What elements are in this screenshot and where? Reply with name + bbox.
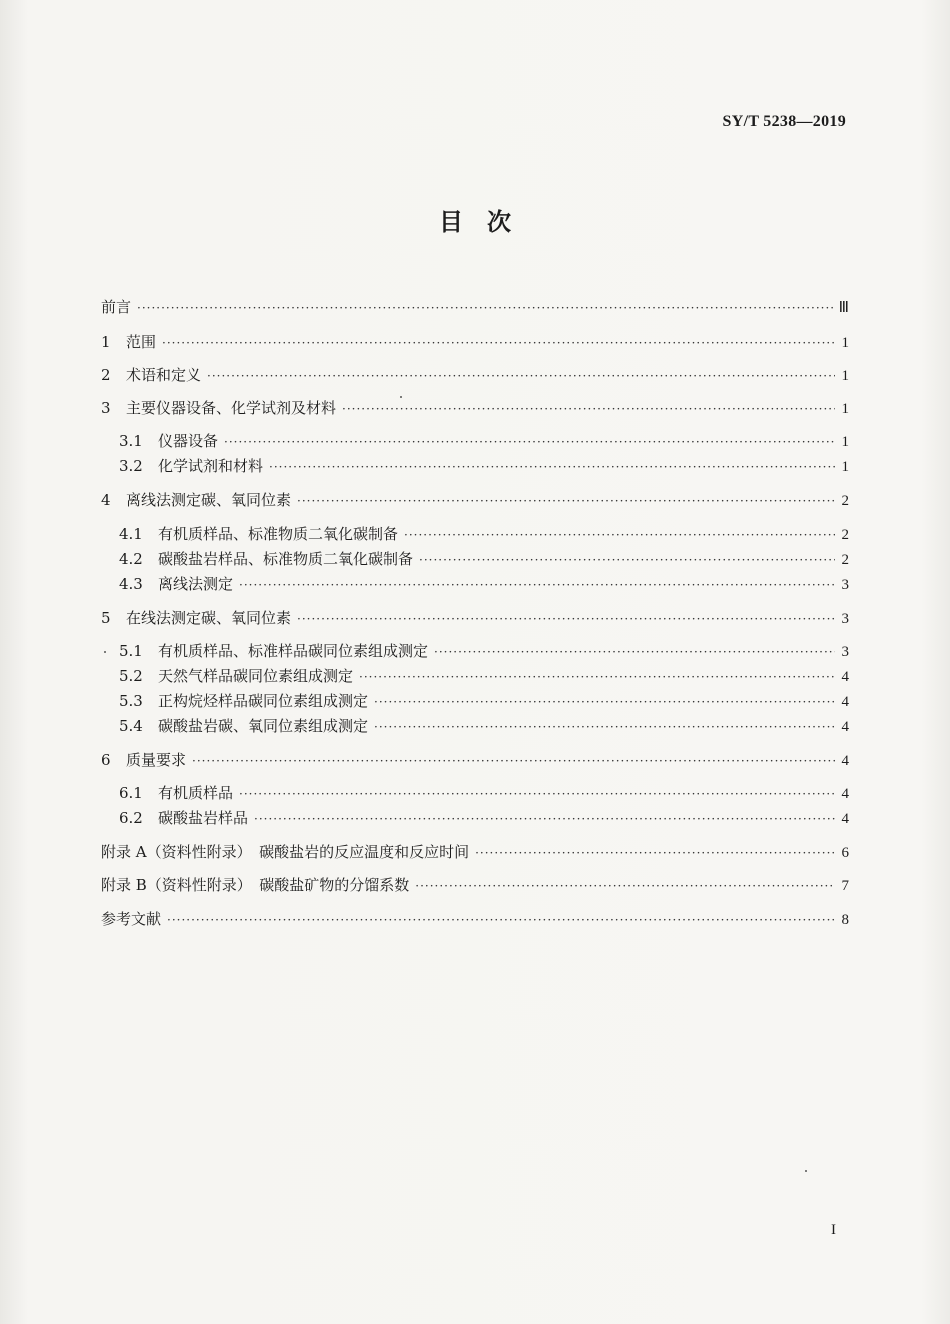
toc-entry-title: 天然气样品碳同位素组成测定 — [158, 667, 354, 685]
toc-entry-title: 碳酸盐岩样品 — [158, 809, 249, 827]
toc-entry-number: 5.3 — [119, 692, 143, 710]
toc-entry[interactable] — [119, 714, 849, 738]
toc-entry[interactable] — [101, 840, 849, 864]
toc-entry-title: 质量要求 — [126, 751, 187, 769]
toc-entry-number: 4.2 — [119, 550, 143, 568]
toc-entry[interactable] — [119, 454, 849, 478]
toc-entry-title: 在线法测定碳、氧同位素 — [126, 609, 292, 627]
dot-leader — [239, 573, 835, 597]
toc-entry-title: 仪器设备 — [158, 432, 219, 450]
dot-leader — [137, 296, 833, 320]
toc-entry-title: 主要仪器设备、化学试剂及材料 — [126, 399, 337, 417]
toc-entry-page: 3 — [841, 644, 849, 660]
dot-leader — [297, 607, 835, 631]
toc-entry-number: 5 — [101, 609, 111, 627]
toc-entry-number: 4 — [101, 491, 111, 509]
toc-entry-page: Ⅲ — [838, 300, 849, 316]
page-number: I — [831, 1222, 836, 1238]
toc-entry[interactable] — [101, 748, 849, 772]
toc-entry-page: 4 — [841, 786, 849, 802]
toc-entry[interactable] — [119, 522, 849, 546]
toc-entry-page: 1 — [841, 368, 849, 384]
dot-leader — [342, 397, 835, 421]
toc-entry-number: 3 — [101, 399, 111, 417]
dot-leader — [374, 690, 835, 714]
toc-entry-title: 化学试剂和材料 — [158, 457, 264, 475]
dot-leader — [254, 807, 835, 831]
toc-entry-title: 附录 B（资料性附录） 碳酸盐矿物的分馏系数 — [101, 876, 410, 894]
dot-leader — [297, 489, 835, 513]
dot-leader — [374, 715, 835, 739]
toc-entry-title: 离线法测定碳、氧同位素 — [126, 491, 292, 509]
toc-entry[interactable] — [101, 488, 849, 512]
toc-entry-title: 附录 A（资料性附录） 碳酸盐岩的反应温度和反应时间 — [101, 843, 470, 861]
toc-entry-page: 7 — [841, 878, 849, 894]
toc-entry-page: 1 — [841, 434, 849, 450]
dot-leader — [475, 841, 835, 865]
toc-entry-page: 3 — [841, 577, 849, 593]
dot-leader — [419, 548, 835, 572]
toc-entry-page: 1 — [841, 459, 849, 475]
toc-entry[interactable] — [119, 689, 849, 713]
toc-entry-number: 3.2 — [119, 457, 143, 475]
toc-entry-page: 4 — [841, 753, 849, 769]
standard-code: SY/T 5238—2019 — [722, 113, 846, 130]
toc-entry-title: 有机质样品 — [158, 784, 234, 802]
toc-entry-page: 1 — [841, 401, 849, 417]
toc-entry[interactable] — [119, 806, 849, 830]
toc-entry-title: 离线法测定 — [158, 575, 234, 593]
toc-entry-title: 范围 — [126, 333, 157, 351]
toc-entry-page: 3 — [841, 611, 849, 627]
toc-entry-title: 有机质样品、标准样品碳同位素组成测定 — [158, 642, 429, 660]
toc-entry-number: 5.1 — [119, 642, 143, 660]
toc-entry-title: 前言 — [101, 298, 132, 316]
toc-entry[interactable] — [101, 363, 849, 387]
dot-leader — [269, 455, 835, 479]
dot-leader — [224, 430, 835, 454]
toc-entry[interactable] — [119, 572, 849, 596]
toc-entry-page: 2 — [841, 552, 849, 568]
toc-entry-page: 2 — [841, 493, 849, 509]
toc-entry[interactable] — [119, 781, 849, 805]
dot-leader — [207, 364, 835, 388]
toc-heading: 目 次 — [439, 208, 511, 236]
toc-entry-number: 1 — [101, 333, 111, 351]
toc-entry-number: 5.4 — [119, 717, 143, 735]
scan-speck — [104, 651, 106, 653]
toc-entry-number: 4.3 — [119, 575, 143, 593]
toc-entry-number: 6 — [101, 751, 111, 769]
toc-entry[interactable] — [101, 873, 849, 897]
toc-entry-title: 参考文献 — [101, 910, 162, 928]
toc-entry[interactable] — [101, 606, 849, 630]
toc-entry-number: 4.1 — [119, 525, 143, 543]
toc-entry-title: 有机质样品、标准物质二氧化碳制备 — [158, 525, 399, 543]
toc-entry-title: 术语和定义 — [126, 366, 202, 384]
toc-entry-number: 3.1 — [119, 432, 143, 450]
toc-entry-number: 5.2 — [119, 667, 143, 685]
dot-leader — [434, 640, 835, 664]
toc-entry[interactable] — [119, 639, 849, 663]
toc-entry-page: 6 — [841, 845, 849, 861]
toc-entry[interactable] — [119, 547, 849, 571]
toc-entry[interactable] — [101, 330, 849, 354]
dot-leader — [162, 331, 835, 355]
toc-entry[interactable] — [119, 664, 849, 688]
toc-entry-title: 碳酸盐岩碳、氧同位素组成测定 — [158, 717, 369, 735]
dot-leader — [167, 908, 835, 932]
toc-entry-page: 4 — [841, 669, 849, 685]
scan-speck — [400, 396, 402, 398]
scan-speck — [805, 1170, 807, 1172]
toc-entry-page: 2 — [841, 527, 849, 543]
toc-entry[interactable] — [101, 396, 849, 420]
dot-leader — [239, 782, 835, 806]
toc-entry[interactable] — [101, 295, 849, 319]
toc-entry[interactable] — [119, 429, 849, 453]
toc-entry-page: 8 — [841, 912, 849, 928]
toc-entry-title: 碳酸盐岩样品、标准物质二氧化碳制备 — [158, 550, 414, 568]
toc-entry-number: 6.2 — [119, 809, 143, 827]
toc-entry-page: 4 — [841, 719, 849, 735]
toc-entry[interactable] — [101, 907, 849, 931]
toc-entry-number: 6.1 — [119, 784, 143, 802]
dot-leader — [359, 665, 835, 689]
toc-entry-title: 正构烷烃样品碳同位素组成测定 — [158, 692, 369, 710]
dot-leader — [415, 874, 835, 898]
toc-entry-page: 4 — [841, 811, 849, 827]
toc-entry-page: 4 — [841, 694, 849, 710]
dot-leader — [192, 749, 835, 773]
dot-leader — [404, 523, 835, 547]
toc-entry-page: 1 — [841, 335, 849, 351]
toc-entry-number: 2 — [101, 366, 111, 384]
